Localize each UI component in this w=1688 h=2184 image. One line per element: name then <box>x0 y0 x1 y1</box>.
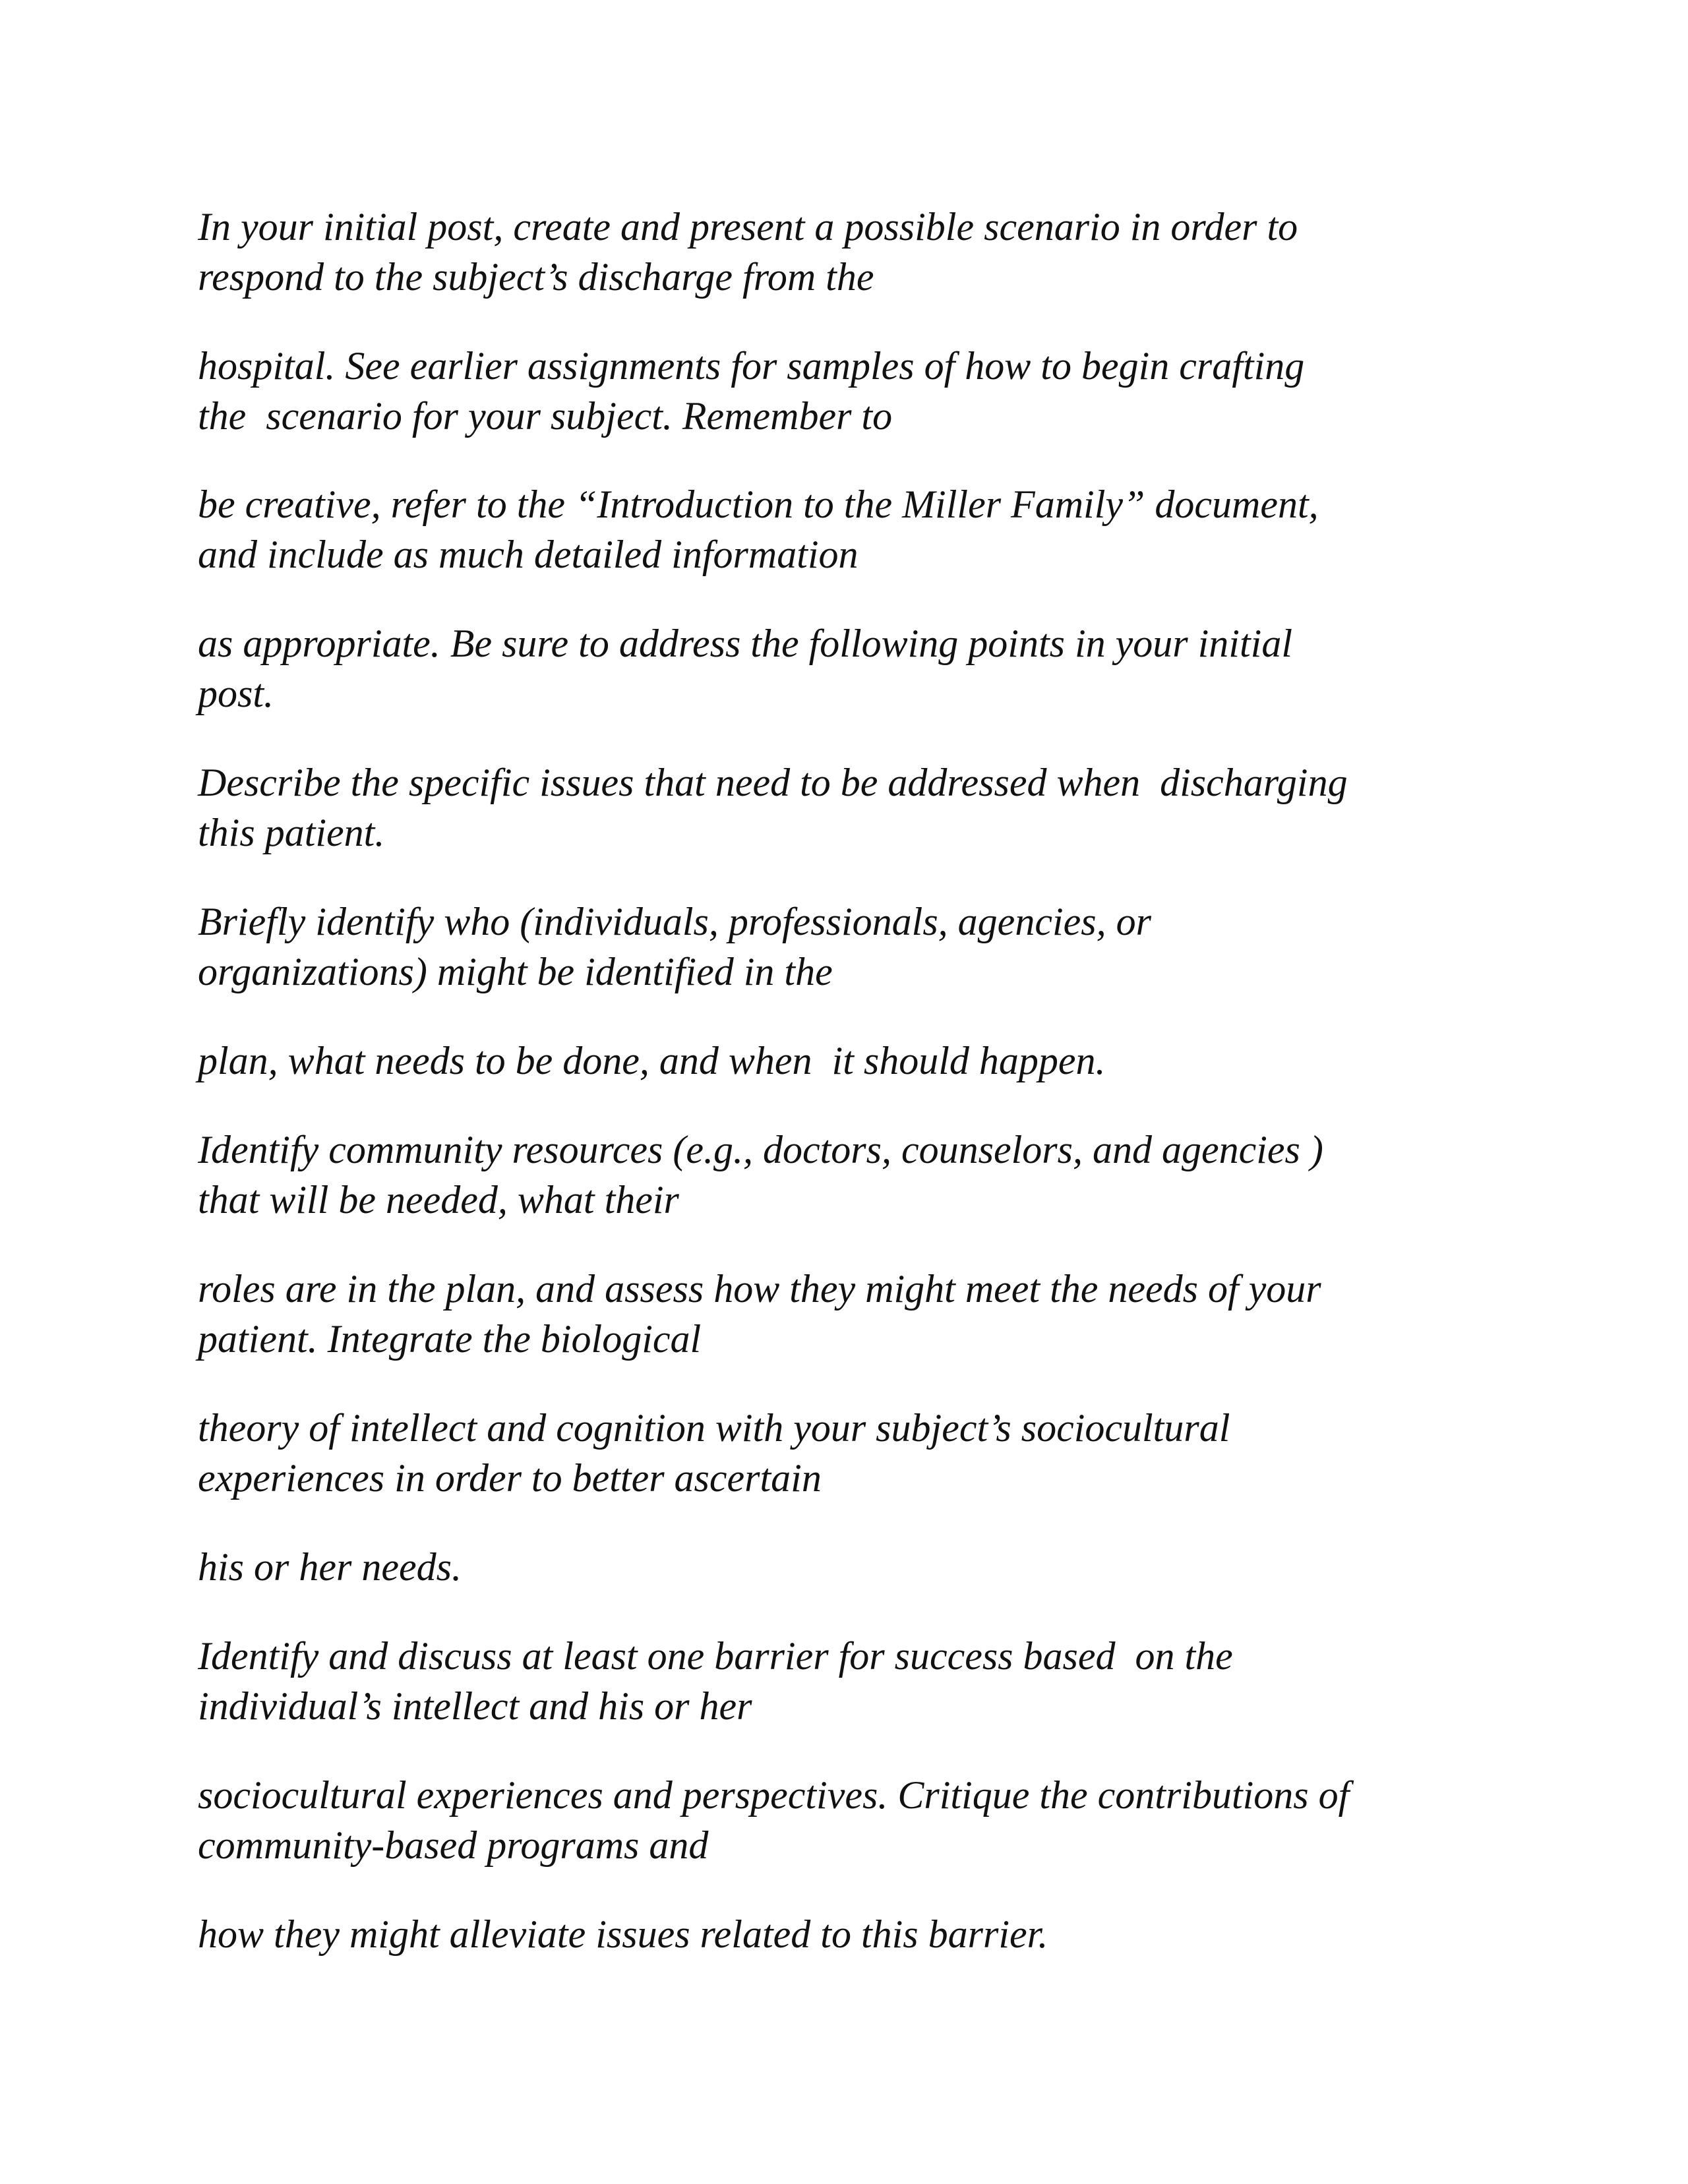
paragraph-13 <box>198 1770 1517 1870</box>
paragraph-14 <box>198 1909 1517 1959</box>
text-line: Identify and discuss at least one barrier for success based on the <box>198 1634 1233 1678</box>
text-line: individual’s intellect and his or her <box>198 1684 752 1728</box>
paragraph-10 <box>198 1403 1517 1503</box>
text-line: be creative, refer to the “Introduction to the Miller Family” document, <box>198 483 1319 526</box>
text-line: as appropriate. Be sure to address the following points in your initial <box>198 622 1292 665</box>
text-line: Briefly identify who (individuals, professionals, agencies, or <box>198 900 1151 943</box>
text-line: this patient. <box>198 811 385 854</box>
paragraph-4 <box>198 618 1517 719</box>
paragraph-5 <box>198 757 1517 858</box>
text-line: sociocultural experiences and perspectives. Critique the contributions of <box>198 1773 1350 1817</box>
paragraph-9 <box>198 1264 1517 1364</box>
paragraph-1 <box>198 202 1517 302</box>
text-line: how they might alleviate issues related to this barrier. <box>198 1912 1048 1956</box>
paragraph-7 <box>198 1036 1517 1086</box>
text-line: Describe the specific issues that need to be addressed when discharging <box>198 761 1348 804</box>
text-line: the scenario for your subject. Remember to <box>198 394 893 438</box>
paragraph-8 <box>198 1125 1517 1225</box>
text-line: experiences in order to better ascertain <box>198 1456 822 1500</box>
text-line: his or her needs. <box>198 1545 462 1589</box>
text-line: plan, what needs to be done, and when it should happen. <box>198 1039 1106 1082</box>
text-line: post. <box>198 672 274 715</box>
paragraph-2 <box>198 341 1517 441</box>
text-line: theory of intellect and cognition with your subject’s sociocultural <box>198 1406 1230 1450</box>
paragraph-11 <box>198 1542 1517 1592</box>
text-line: In your initial post, create and present a possible scenario in order to <box>198 205 1298 249</box>
text-line: respond to the subject’s discharge from the <box>198 255 874 299</box>
paragraph-12 <box>198 1631 1517 1731</box>
text-line: hospital. See earlier assignments for samples of how to begin crafting <box>198 344 1305 388</box>
paragraph-6 <box>198 897 1517 997</box>
text-line: organizations) might be identified in the <box>198 950 833 993</box>
text-line: and include as much detailed information <box>198 533 859 576</box>
text-line: Identify community resources (e.g., doctors, counselors, and agencies ) <box>198 1128 1323 1171</box>
text-line: community-based programs and <box>198 1823 709 1867</box>
text-line: patient. Integrate the biological <box>198 1317 702 1361</box>
paragraph-3 <box>198 479 1517 579</box>
text-line: roles are in the plan, and assess how they might meet the needs of your <box>198 1267 1321 1311</box>
text-line: that will be needed, what their <box>198 1178 679 1222</box>
